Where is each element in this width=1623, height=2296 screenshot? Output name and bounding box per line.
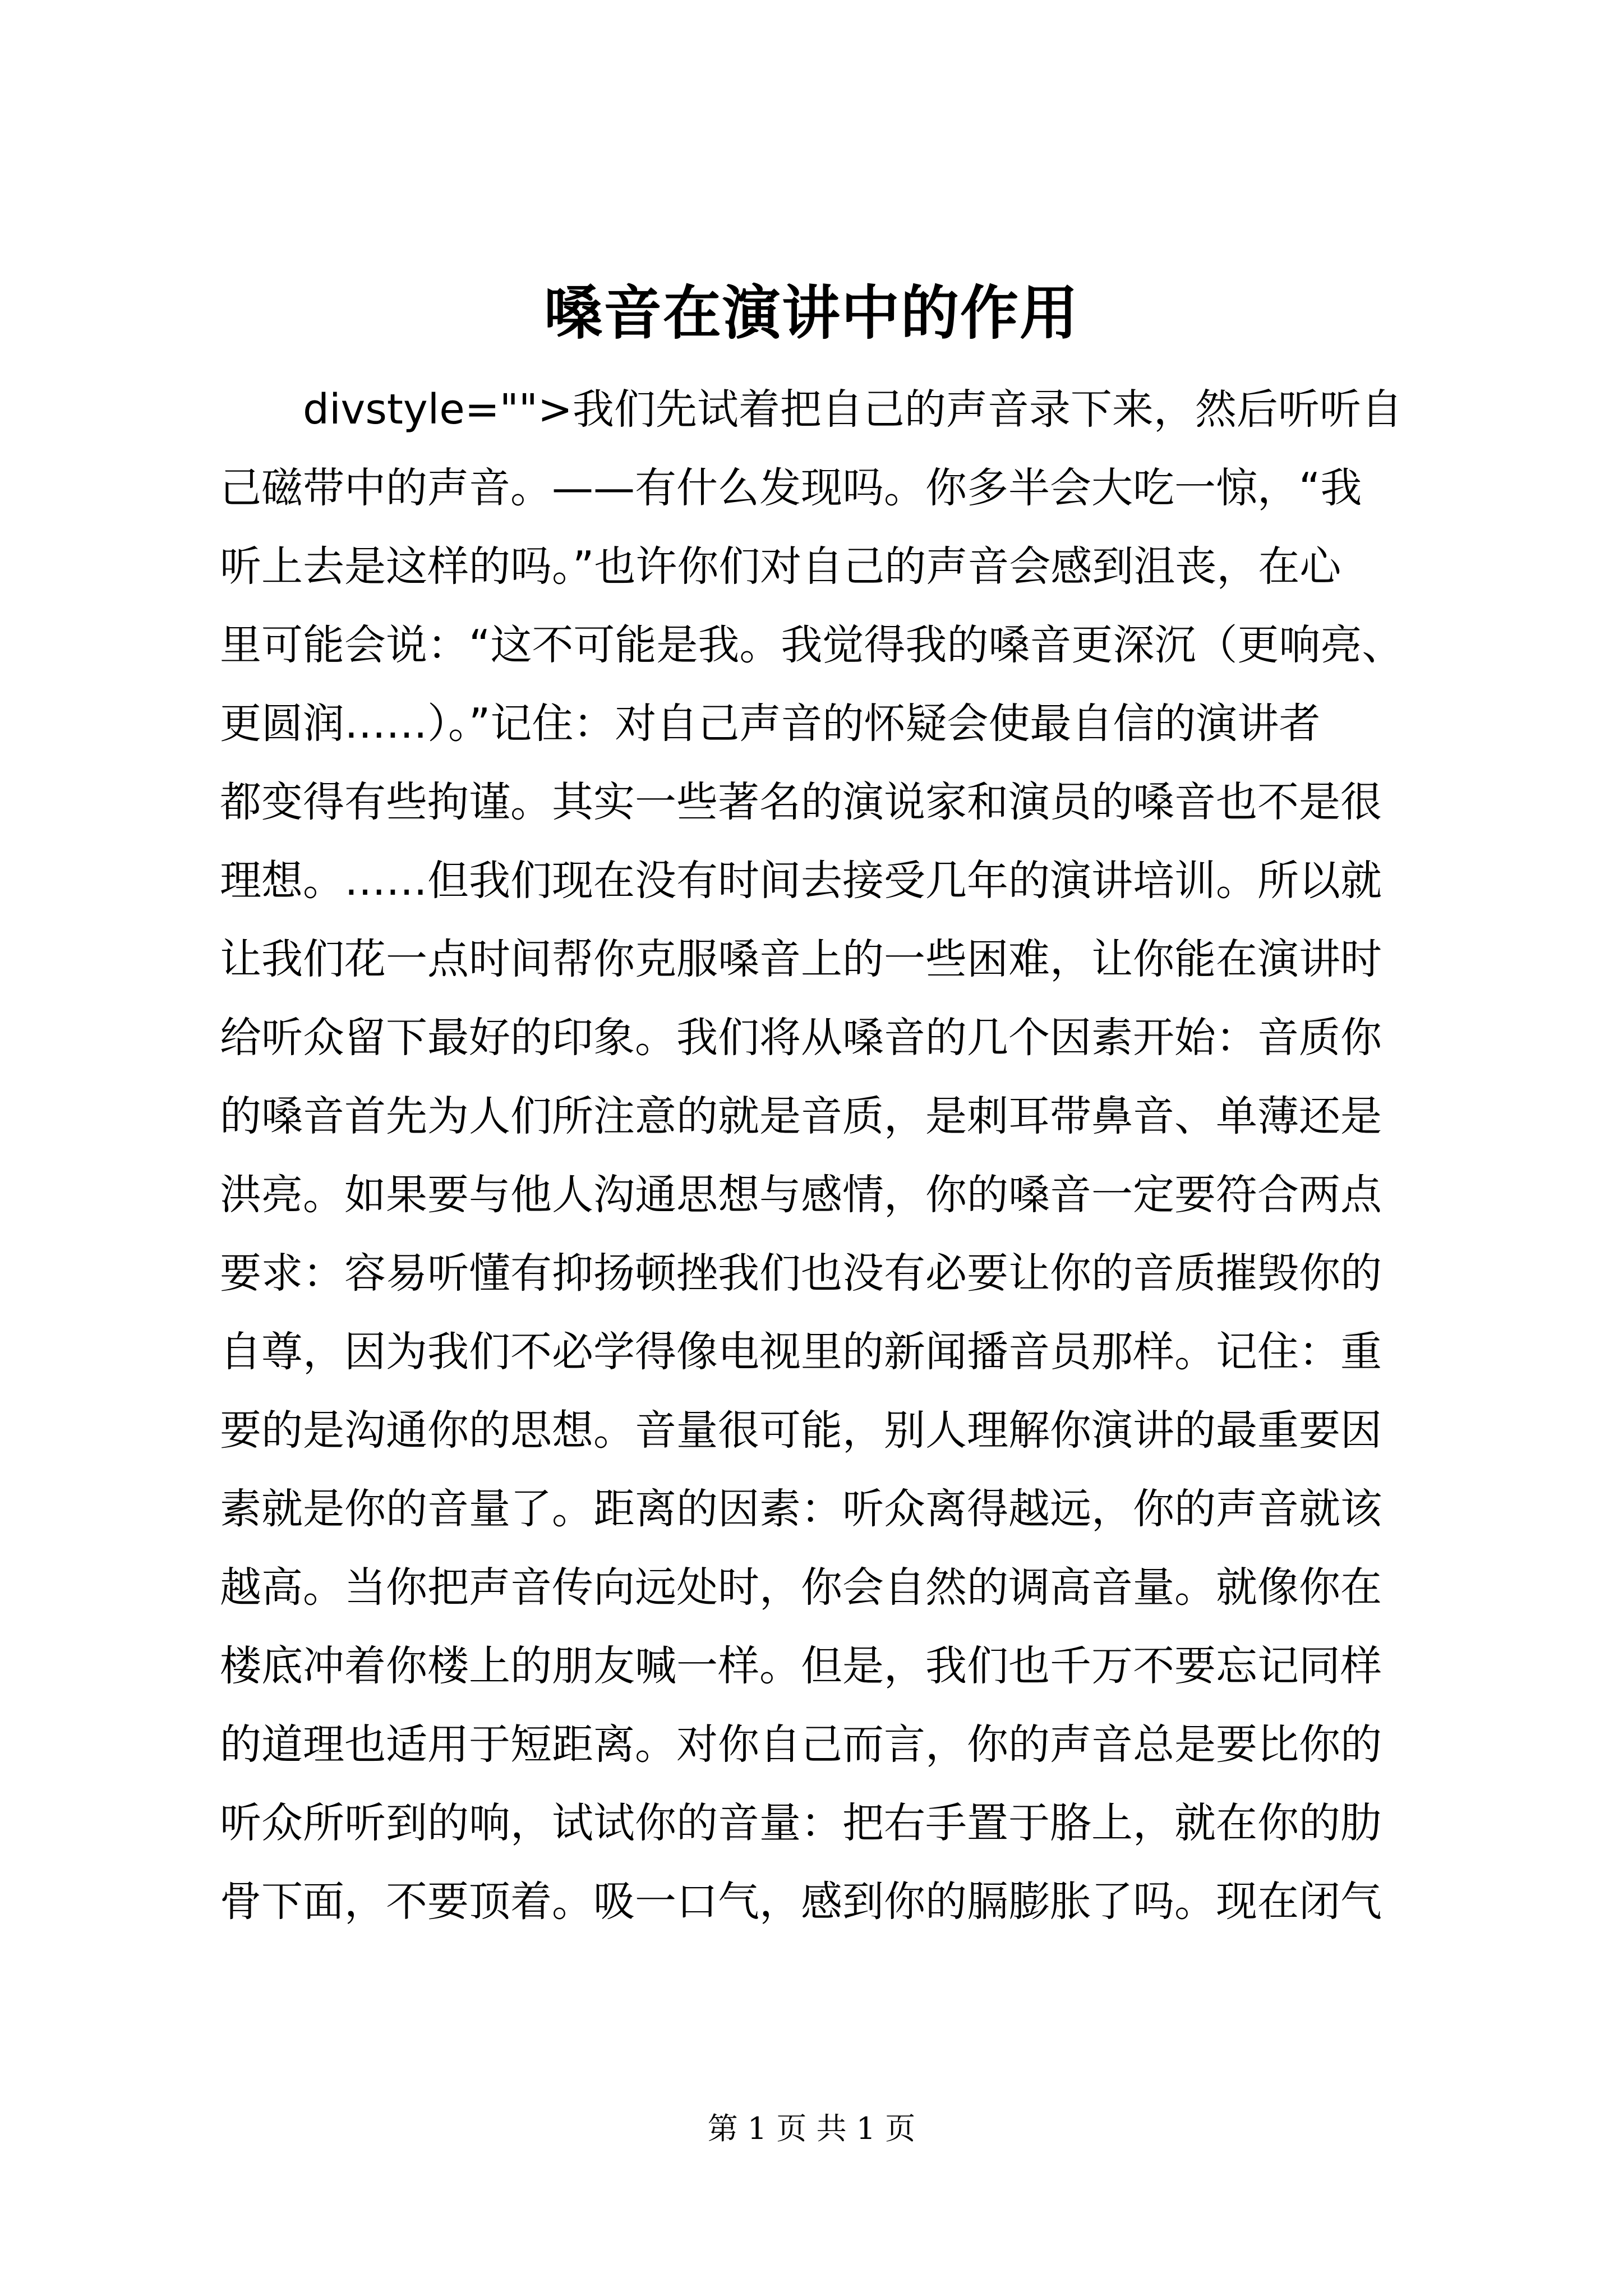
page-title: 嗓音在演讲中的作用 (543, 278, 1079, 347)
text-line: divstyle="">我们先试着把自己的声音录下来，然后听听自 (303, 385, 1403, 434)
page-footer: 第 1 页 共 1 页 (707, 2111, 916, 2146)
text-line: 自尊，因为我们不必学得像电视里的新闻播音员那样。记住：重 (220, 1328, 1382, 1376)
text-line: 都变得有些拘谨。其实一些著名的演说家和演员的嗓音也不是很 (220, 778, 1382, 826)
text-line: 更圆润……）。”记住：对自己声音的怀疑会使最自信的演讲者 (220, 700, 1321, 748)
text-line: 听众所听到的响，试试你的音量：把右手置于胳上，就在你的肋 (220, 1799, 1382, 1847)
text-line: 里可能会说：“这不可能是我。我觉得我的嗓音更深沉（更响亮、 (220, 621, 1404, 669)
text-line: 骨下面，不要顶着。吸一口气，感到你的膈膨胀了吗。现在闭气 (220, 1878, 1382, 1926)
text-line: 己磁带中的声音。——有什么发现吗。你多半会大吃一惊，“我 (220, 464, 1362, 512)
text-line: 素就是你的音量了。距离的因素：听众离得越远，你的声音就该 (220, 1485, 1382, 1533)
text-line: 理想。……但我们现在没有时间去接受几年的演讲培训。所以就 (220, 857, 1382, 905)
text-line: 的道理也适用于短距离。对你自己而言，你的声音总是要比你的 (220, 1720, 1382, 1769)
text-line: 听上去是这样的吗。”也许你们对自己的声音会感到沮丧，在心 (220, 542, 1341, 591)
text-line: 洪亮。如果要与他人沟通思想与感情，你的嗓音一定要符合两点 (220, 1171, 1382, 1219)
text-line: 的嗓音首先为人们所注意的就是音质，是刺耳带鼻音、单薄还是 (220, 1092, 1382, 1140)
text-line: 给听众留下最好的印象。我们将从嗓音的几个因素开始：音质你 (220, 1014, 1382, 1062)
text-line: 楼底冲着你楼上的朋友喊一样。但是，我们也千万不要忘记同样 (220, 1642, 1382, 1690)
text-line: 要的是沟通你的思想。音量很可能，别人理解你演讲的最重要因 (220, 1406, 1382, 1455)
text-line: 让我们花一点时间帮你克服嗓音上的一些困难，让你能在演讲时 (220, 935, 1382, 983)
text-line: 要求：容易听懂有抑扬顿挫我们也没有必要让你的音质摧毁你的 (220, 1249, 1382, 1297)
text-line: 越高。当你把声音传向远处时，你会自然的调高音量。就像你在 (220, 1563, 1382, 1612)
